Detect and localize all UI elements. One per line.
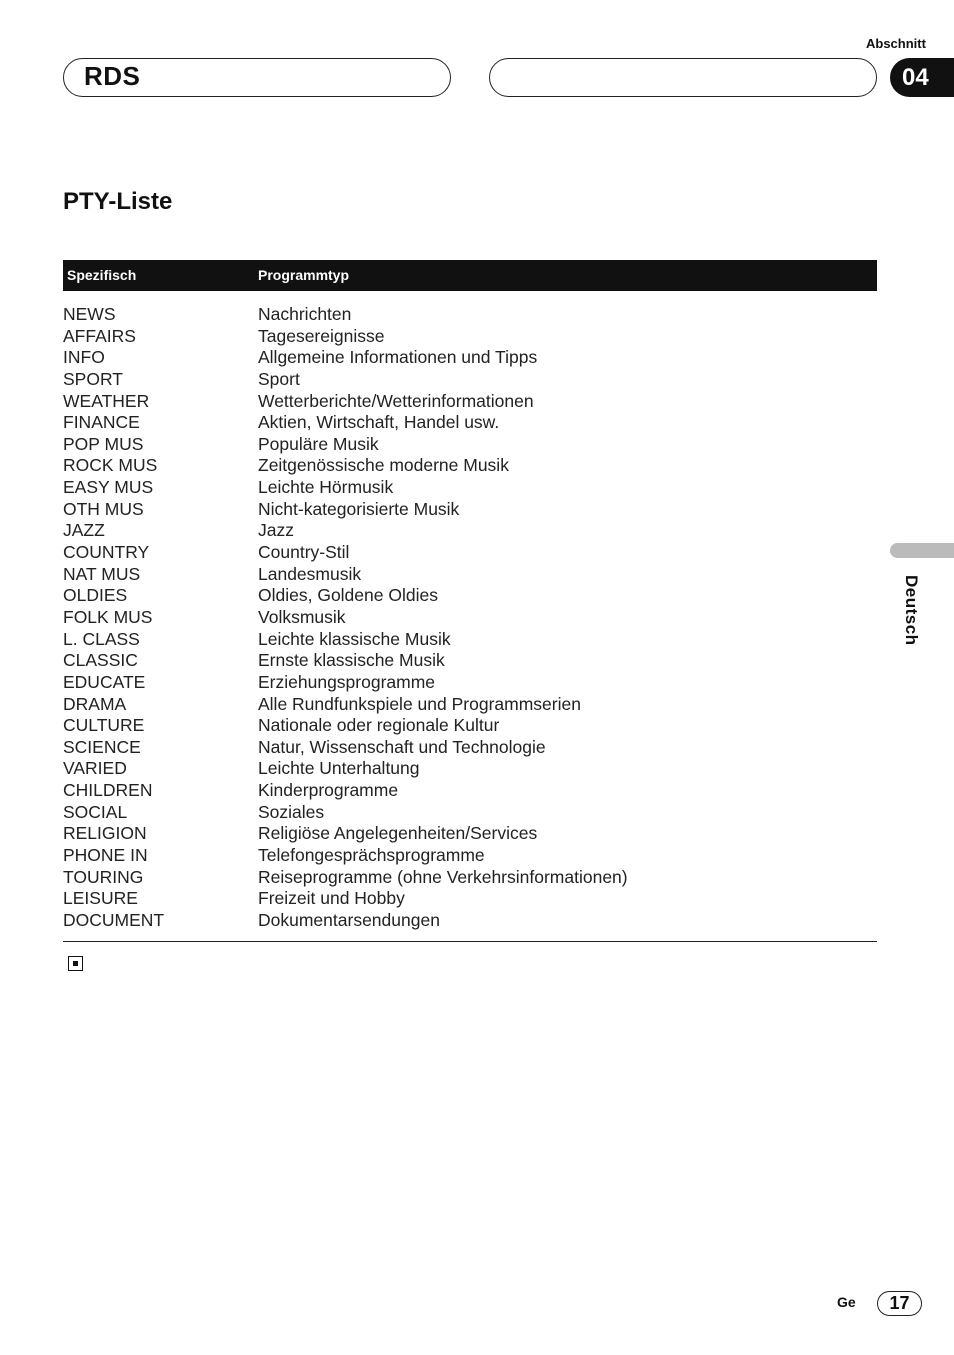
section-heading: PTY-Liste	[63, 188, 173, 215]
program-type: Dokumentarsendungen	[258, 909, 440, 930]
program-type: Populäre Musik	[258, 433, 379, 454]
pty-code: EDUCATE	[63, 671, 146, 692]
program-type: Telefongesprächsprogramme	[258, 845, 485, 866]
table-row	[63, 672, 877, 694]
table-row	[63, 715, 877, 737]
table-row	[63, 369, 877, 391]
column-header-code: Spezifisch	[67, 267, 137, 283]
pty-code: DRAMA	[63, 693, 127, 714]
table-row	[63, 737, 877, 759]
pty-code: INFO	[63, 347, 105, 368]
pty-code: COUNTRY	[63, 542, 150, 563]
program-type: Religiöse Angelegenheiten/Services	[258, 823, 538, 844]
program-type: Leichte Hörmusik	[258, 477, 394, 498]
table-row	[63, 455, 877, 477]
chapter-tab: 04	[890, 58, 954, 97]
table-row	[63, 910, 877, 932]
program-type: Country-Stil	[258, 542, 350, 563]
program-type: Leichte Unterhaltung	[258, 758, 420, 779]
pty-code: FINANCE	[63, 412, 140, 433]
pty-code: PHONE IN	[63, 845, 148, 866]
table-row	[63, 564, 877, 586]
program-type: Zeitgenössische moderne Musik	[258, 455, 509, 476]
program-type: Wetterberichte/Wetterinformationen	[258, 390, 534, 411]
program-type: Allgemeine Informationen und Tipps	[258, 347, 538, 368]
pty-code: ROCK MUS	[63, 455, 158, 476]
table-row	[63, 888, 877, 910]
pty-code: DOCUMENT	[63, 909, 165, 930]
program-type: Aktien, Wirtschaft, Handel usw.	[258, 412, 500, 433]
program-type: Erziehungsprogramme	[258, 671, 436, 692]
table-row	[63, 758, 877, 780]
pty-code: EASY MUS	[63, 477, 154, 498]
pty-code: SCIENCE	[63, 736, 141, 757]
table-row	[63, 520, 877, 542]
pty-code: OTH MUS	[63, 498, 144, 519]
program-type: Jazz	[258, 520, 294, 541]
program-type: Leichte klassische Musik	[258, 628, 451, 649]
pty-code: LEISURE	[63, 888, 138, 909]
table-row	[63, 326, 877, 348]
table-row	[63, 867, 877, 889]
pty-code: NAT MUS	[63, 563, 141, 584]
pty-code: TOURING	[63, 866, 144, 887]
pty-code: WEATHER	[63, 390, 150, 411]
table-row	[63, 499, 877, 521]
pty-code: FOLK MUS	[63, 606, 153, 627]
pty-code: CHILDREN	[63, 780, 153, 801]
table-row	[63, 823, 877, 845]
pty-code: RELIGION	[63, 823, 147, 844]
pty-code: VARIED	[63, 758, 127, 779]
table-row	[63, 607, 877, 629]
pty-table-body	[63, 304, 877, 932]
program-type: Nationale oder regionale Kultur	[258, 715, 500, 736]
program-type: Alle Rundfunkspiele und Programmserien	[258, 693, 581, 714]
table-row	[63, 802, 877, 824]
end-mark-icon	[68, 956, 83, 971]
program-type: Soziales	[258, 801, 325, 822]
table-row	[63, 585, 877, 607]
language-side-tab	[890, 543, 954, 558]
pty-code: CLASSIC	[63, 650, 138, 671]
pty-code: SPORT	[63, 368, 123, 389]
program-type: Sport	[258, 368, 300, 389]
page-title: RDS	[84, 61, 141, 91]
language-label: Deutsch	[902, 575, 921, 646]
program-type: Oldies, Goldene Oldies	[258, 585, 438, 606]
program-type: Kinderprogramme	[258, 780, 399, 801]
pty-code: NEWS	[63, 304, 116, 324]
pty-code: CULTURE	[63, 715, 145, 736]
footer-lang-code: Ge	[837, 1294, 856, 1310]
pty-code: SOCIAL	[63, 801, 128, 822]
table-row	[63, 347, 877, 369]
pty-code: JAZZ	[63, 520, 105, 541]
bottom-rule	[63, 941, 877, 942]
column-header-type: Programmtyp	[258, 267, 350, 283]
program-type: Volksmusik	[258, 606, 346, 627]
page-number: 17	[877, 1291, 922, 1316]
section-label: Abschnitt	[866, 36, 926, 51]
pty-code: POP MUS	[63, 433, 144, 454]
program-type: Nicht-kategorisierte Musik	[258, 498, 460, 519]
table-header	[63, 260, 877, 291]
program-type: Ernste klassische Musik	[258, 650, 445, 671]
table-row	[63, 650, 877, 672]
table-row	[63, 477, 877, 499]
table-row	[63, 629, 877, 651]
pty-code: AFFAIRS	[63, 325, 136, 346]
program-type: Natur, Wissenschaft und Technologie	[258, 736, 546, 757]
title-pill	[63, 58, 451, 97]
program-type: Freizeit und Hobby	[258, 888, 405, 909]
program-type: Landesmusik	[258, 563, 362, 584]
program-type: Tagesereignisse	[258, 325, 385, 346]
table-row	[63, 780, 877, 802]
table-row	[63, 694, 877, 716]
table-row	[63, 542, 877, 564]
right-pill	[489, 58, 877, 97]
table-row	[63, 391, 877, 413]
pty-code: L. CLASS	[63, 628, 140, 649]
table-row	[63, 304, 877, 326]
program-type: Reiseprogramme (ohne Verkehrsinformationen)	[258, 866, 628, 887]
table-row	[63, 845, 877, 867]
table-row	[63, 434, 877, 456]
program-type: Nachrichten	[258, 304, 352, 324]
pty-code: OLDIES	[63, 585, 128, 606]
table-row	[63, 412, 877, 434]
